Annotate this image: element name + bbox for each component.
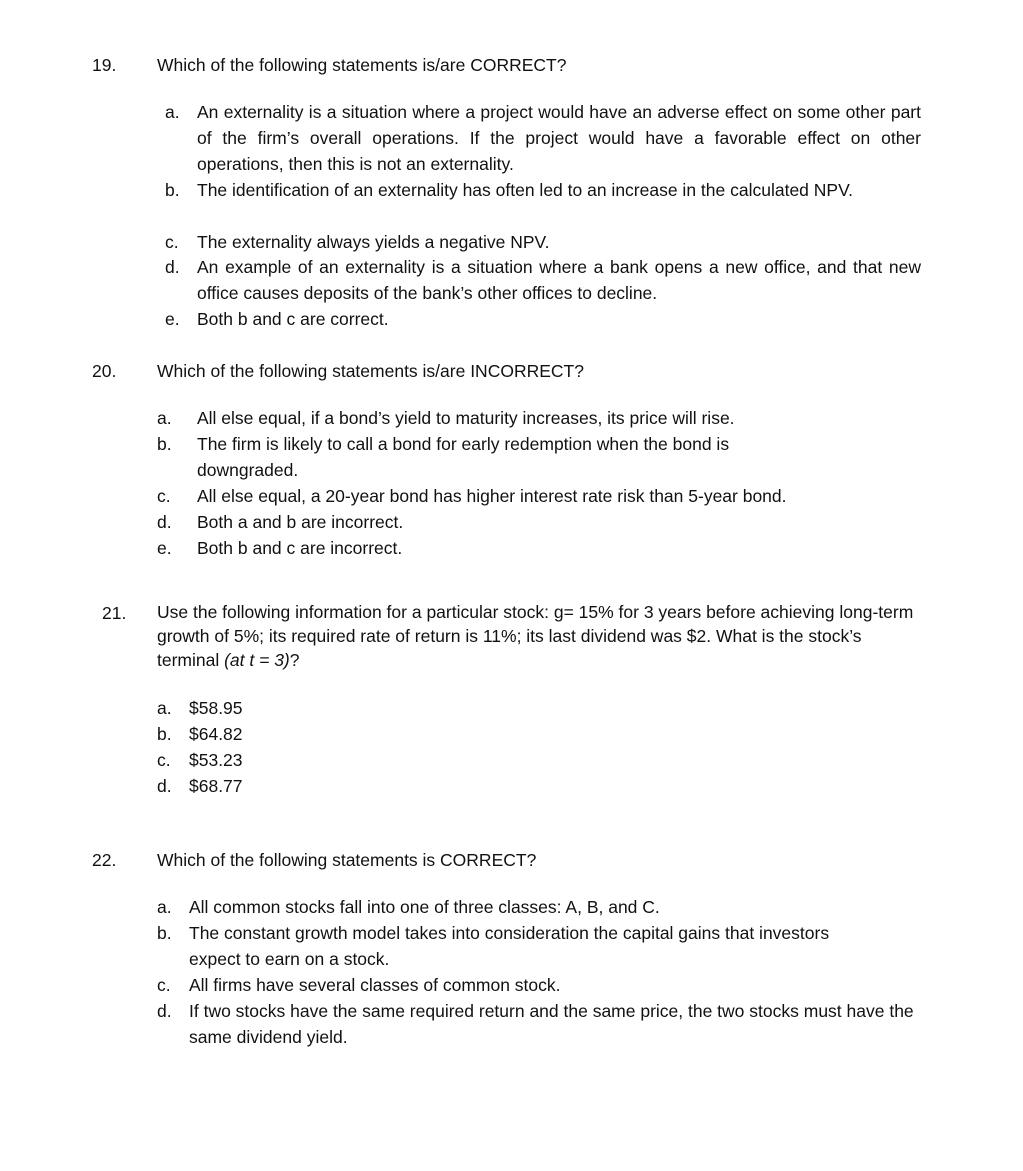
option-letter: a. <box>157 897 172 917</box>
option-text: All common stocks fall into one of three classes: A, B, and C. <box>189 897 660 917</box>
option-letter: b. <box>157 434 172 454</box>
option-letter: d. <box>157 1001 172 1021</box>
question-stem: Which of the following statements is CORRECT? <box>157 850 537 870</box>
option-letter: d. <box>165 257 180 277</box>
option-text: All else equal, if a bond’s yield to maturity increases, its price will rise. <box>197 408 735 428</box>
option-text: The constant growth model takes into consideration the capital gains that investors expect to earn on a stock. <box>189 923 830 969</box>
option-letter: d. <box>157 512 172 532</box>
option-text: $64.82 <box>189 724 243 744</box>
option-text: The externality always yields a negative NPV. <box>197 232 550 252</box>
question-number: 20. <box>92 361 117 381</box>
option-text: The firm is likely to call a bond for early redemption when the bond is downgraded. <box>197 434 730 480</box>
option-letter: b. <box>157 724 172 744</box>
option-text: The identification of an externality has often led to an increase in the calculated NPV. <box>197 180 854 200</box>
question-stem <box>157 600 927 672</box>
question-number: 19. <box>92 55 117 75</box>
question-number: 22. <box>92 850 117 870</box>
option-text: $58.95 <box>189 698 243 718</box>
option-text: An example of an externality is a situation where a bank opens a new office, and that new office causes deposits of the bank’s other offices to decline. <box>197 257 921 303</box>
option-text: $53.23 <box>189 750 243 770</box>
option-letter: b. <box>157 923 172 943</box>
option-letter: b. <box>165 180 180 200</box>
question-stem: Which of the following statements is/are INCORRECT? <box>157 361 584 381</box>
option-text: Both a and b are incorrect. <box>197 512 404 532</box>
question-stem-end: ? <box>289 650 300 670</box>
option-letter: a. <box>165 102 180 122</box>
question-stem: Which of the following statements is/are CORRECT? <box>157 55 567 75</box>
option-letter: c. <box>165 232 179 252</box>
option-letter: c. <box>157 486 171 506</box>
option-text: All else equal, a 20-year bond has higher interest rate risk than 5-year bond. <box>197 486 787 506</box>
option-text: Both b and c are incorrect. <box>197 538 403 558</box>
question-stem-text: Use the following information for a particular stock: g= 15% for 3 years before achieving long-term growth of 5%; its required rate of return is 11%; its last dividend was $2. What is the stock’s terminal <box>157 602 914 670</box>
option-letter: c. <box>157 975 171 995</box>
option-letter: a. <box>157 408 172 428</box>
option-letter: a. <box>157 698 172 718</box>
option-text: Both b and c are correct. <box>197 309 389 329</box>
option-text: If two stocks have the same required return and the same price, the two stocks must have the same dividend yield. <box>189 1001 914 1047</box>
option-text: $68.77 <box>189 776 243 796</box>
question-number: 21. <box>102 603 127 623</box>
option-letter: d. <box>157 776 172 796</box>
option-text: An externality is a situation where a project would have an adverse effect on some other part of the firm’s overall operations. If the project would have a favorable effect on other operations, then this is not an externality. <box>197 102 921 174</box>
option-letter: e. <box>157 538 172 558</box>
question-stem-italic: (at t = 3) <box>224 650 290 670</box>
option-letter: e. <box>165 309 180 329</box>
option-text: All firms have several classes of common stock. <box>189 975 561 995</box>
option-letter: c. <box>157 750 171 770</box>
